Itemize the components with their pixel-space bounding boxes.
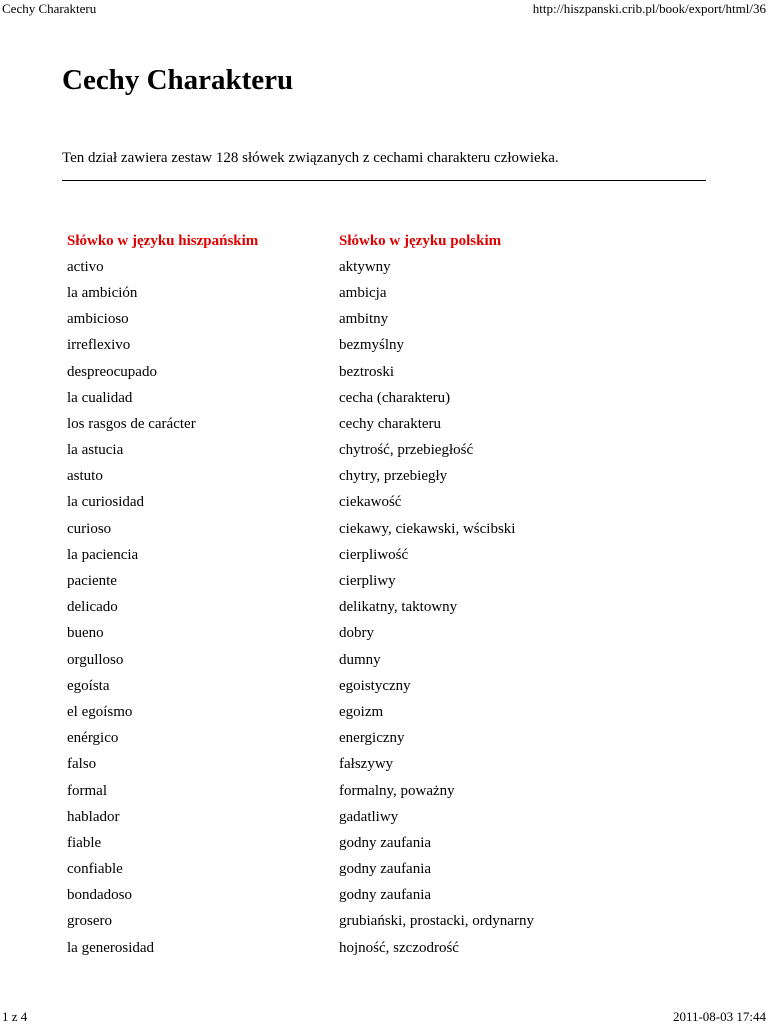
table-row — [67, 333, 679, 359]
table-row — [67, 830, 679, 856]
polish-word-cell: godny zaufania — [339, 887, 432, 904]
polish-word-cell: dumny — [339, 651, 381, 668]
column-header-spanish: Słówko w języku hiszpańskim — [67, 232, 259, 249]
polish-word-cell: egoistyczny — [339, 677, 411, 694]
spanish-word-cell: la paciencia — [67, 546, 139, 563]
spanish-word-cell: activo — [67, 258, 104, 275]
table-row — [67, 307, 679, 333]
polish-word-cell: beztroski — [339, 363, 394, 380]
spanish-word-cell: confiable — [67, 861, 123, 878]
spanish-word-cell: ambicioso — [67, 311, 129, 328]
table-row — [67, 752, 679, 778]
spanish-word-cell: la ambición — [67, 284, 138, 301]
table-row — [67, 621, 679, 647]
polish-word-cell: godny zaufania — [339, 861, 432, 878]
polish-word-cell: formalny, poważny — [339, 782, 455, 799]
spanish-word-cell: bueno — [67, 625, 104, 642]
polish-word-cell: cecha (charakteru) — [339, 389, 451, 406]
polish-word-cell: gadatliwy — [339, 808, 399, 825]
table-row — [67, 726, 679, 752]
polish-word-cell: hojność, szczodrość — [339, 939, 459, 956]
polish-word-cell: chytry, przebiegły — [339, 468, 448, 485]
table-row — [67, 699, 679, 725]
vocabulary-table — [67, 228, 679, 961]
polish-word-cell: delikatny, taktowny — [339, 599, 458, 616]
polish-word-cell: bezmyślny — [339, 337, 404, 354]
polish-word-cell: cechy charakteru — [339, 415, 442, 432]
polish-word-cell: ambicja — [339, 284, 387, 301]
divider — [62, 180, 706, 181]
spanish-word-cell: astuto — [67, 468, 103, 485]
table-row — [67, 411, 679, 437]
spanish-word-cell: hablador — [67, 808, 120, 825]
polish-word-cell: godny zaufania — [339, 834, 432, 851]
spanish-word-cell: grosero — [67, 913, 112, 930]
polish-word-cell: energiczny — [339, 730, 405, 747]
spanish-word-cell: paciente — [67, 573, 117, 590]
polish-word-cell: ambitny — [339, 311, 389, 328]
spanish-word-cell: falso — [67, 756, 97, 773]
table-row — [67, 647, 679, 673]
table-row — [67, 673, 679, 699]
spanish-word-cell: el egoísmo — [67, 703, 133, 720]
spanish-word-cell: la generosidad — [67, 939, 155, 956]
table-body — [67, 254, 679, 961]
polish-word-cell: dobry — [339, 625, 374, 642]
spanish-word-cell: bondadoso — [67, 887, 132, 904]
polish-word-cell: cierpliwość — [339, 546, 409, 563]
print-footer-datetime: 2011-08-03 17:44 — [672, 1009, 766, 1024]
spanish-word-cell: despreocupado — [67, 363, 157, 380]
polish-word-cell: ciekawy, ciekawski, wścibski — [339, 520, 516, 537]
intro-text: Ten dział zawiera zestaw 128 słówek związanych z cechami charakteru człowieka. — [62, 150, 559, 166]
print-header-title: Cechy Charakteru — [2, 1, 97, 16]
table-header-row — [67, 228, 679, 254]
polish-word-cell: aktywny — [339, 258, 391, 275]
spanish-word-cell: curioso — [67, 520, 112, 537]
page-title: Cechy Charakteru — [62, 64, 294, 96]
table-row — [67, 516, 679, 542]
table-row — [67, 254, 679, 280]
polish-word-cell: chytrość, przebiegłość — [339, 442, 474, 459]
table-row — [67, 385, 679, 411]
table-row — [67, 490, 679, 516]
table-row — [67, 359, 679, 385]
spanish-word-cell: la astucia — [67, 442, 124, 459]
table-row — [67, 595, 679, 621]
polish-word-cell: ciekawość — [339, 494, 402, 511]
table-row — [67, 778, 679, 804]
table-row — [67, 568, 679, 594]
table-row — [67, 804, 679, 830]
table-row — [67, 280, 679, 306]
table-row — [67, 438, 679, 464]
spanish-word-cell: formal — [67, 782, 107, 799]
spanish-word-cell: los rasgos de carácter — [67, 415, 196, 432]
table-row — [67, 542, 679, 568]
spanish-word-cell: la cualidad — [67, 389, 133, 406]
print-footer-page: 1 z 4 — [2, 1009, 28, 1024]
polish-word-cell: cierpliwy — [339, 573, 396, 590]
spanish-word-cell: egoísta — [67, 677, 110, 694]
spanish-word-cell: irreflexivo — [67, 337, 131, 354]
table-row — [67, 857, 679, 883]
spanish-word-cell: orgulloso — [67, 651, 124, 668]
column-header-polish: Słówko w języku polskim — [339, 232, 502, 249]
polish-word-cell: grubiański, prostacki, ordynarny — [339, 913, 534, 930]
print-header-url: http://hiszpanski.crib.pl/book/export/html/36 — [532, 1, 766, 16]
spanish-word-cell: enérgico — [67, 730, 119, 747]
table-row — [67, 883, 679, 909]
table-row — [67, 935, 679, 961]
polish-word-cell: egoizm — [339, 703, 384, 720]
table-row — [67, 464, 679, 490]
spanish-word-cell: la curiosidad — [67, 494, 145, 511]
polish-word-cell: fałszywy — [339, 756, 394, 773]
spanish-word-cell: fiable — [67, 834, 102, 851]
spanish-word-cell: delicado — [67, 599, 118, 616]
table-row — [67, 909, 679, 935]
